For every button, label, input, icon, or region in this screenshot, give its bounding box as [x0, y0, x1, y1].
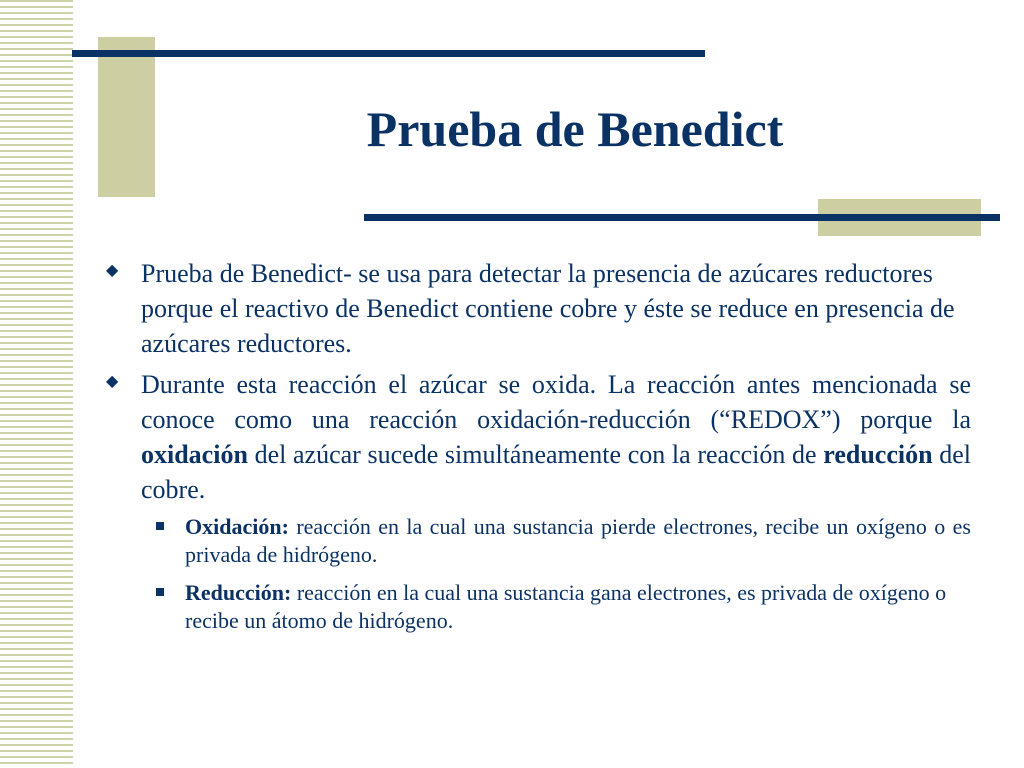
bullet-text: Prueba de Benedict- se usa para detectar la presencia de azúcares reductores porque el reactivo de Benedict contiene cobre y éste se reduce en presencia de azúcares reductores. — [141, 259, 955, 358]
bottom-rule-line — [364, 214, 1000, 221]
subbullet-reduccion — [101, 579, 971, 635]
definition-term: Oxidación: — [185, 514, 289, 539]
tan-block-decoration-left — [98, 37, 155, 197]
definition-text: reacción en la cual una sustancia pierde electrones, recibe un oxígeno o es privada de hidrógeno. — [185, 514, 971, 567]
definition-text: reacción en la cual una sustancia gana electrones, es privada de oxígeno o recibe un átomo de hidrógeno. — [185, 580, 947, 633]
bullet-text: del cobre. — [141, 440, 971, 504]
bullet-item-benedict — [101, 256, 971, 361]
diamond-icon: ◆ — [106, 262, 119, 279]
slide-body — [101, 256, 971, 645]
bold-term-reduccion: reducción — [823, 440, 933, 469]
subbullet-oxidacion — [101, 513, 971, 569]
definition-term: Reducción: — [185, 580, 292, 605]
diamond-icon: ◆ — [106, 373, 119, 390]
square-icon — [156, 588, 164, 596]
bullet-text: del azúcar sucede simultáneamente con la reacción de — [247, 440, 824, 469]
bold-term-oxidacion: oxidación — [141, 440, 248, 469]
top-rule-line — [72, 50, 705, 57]
striped-margin-decoration — [0, 0, 73, 768]
bullet-item-redox — [101, 367, 971, 507]
slide-title: Prueba de Benedict — [366, 101, 784, 157]
square-icon — [156, 522, 164, 530]
bullet-text: Durante esta reacción el azúcar se oxida. La reacción antes mencionada se conoce como una reacción oxidación-reducción (“REDOX”) porque la — [141, 370, 971, 434]
